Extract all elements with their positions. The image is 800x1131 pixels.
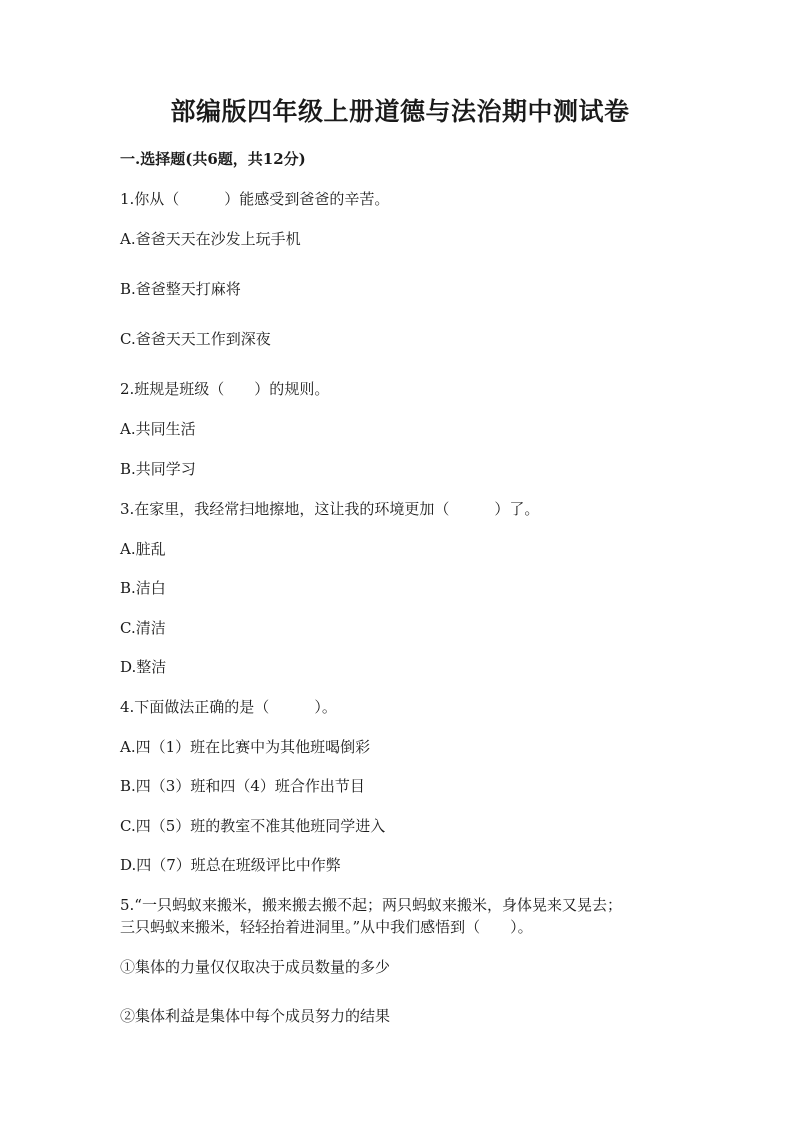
question-5-statement-1: ①集体的力量仅仅取决于成员数量的多少 <box>120 958 391 976</box>
section-heading: 一.选择题(共6题，共12分) <box>120 150 306 168</box>
question-4: 4.下面做法正确的是（ ）。 <box>120 698 337 716</box>
question-4-option-d: D.四（7）班总在班级评比中作弊 <box>120 856 341 874</box>
question-3-option-b: B.洁白 <box>120 579 166 597</box>
question-3-option-c: C.清洁 <box>120 619 166 637</box>
question-4-option-b: B.四（3）班和四（4）班合作出节目 <box>120 777 365 795</box>
question-3-option-a: A.脏乱 <box>120 540 166 558</box>
question-5-statement-2: ②集体利益是集体中每个成员努力的结果 <box>120 1007 391 1025</box>
question-4-option-a: A.四（1）班在比赛中为其他班喝倒彩 <box>120 738 371 756</box>
question-1: 1.你从（ ）能感受到爸爸的辛苦。 <box>120 190 390 208</box>
question-1-option-a: A.爸爸天天在沙发上玩手机 <box>120 230 301 248</box>
question-5-line-1: 5.“一只蚂蚁来搬米，搬来搬去搬不起；两只蚂蚁来搬米，身体晃来又晃去； <box>120 896 622 914</box>
question-2-option-b: B.共同学习 <box>120 460 196 478</box>
question-1-option-c: C.爸爸天天工作到深夜 <box>120 330 271 348</box>
question-3: 3.在家里，我经常扫地擦地，这让我的环境更加（ ）了。 <box>120 500 540 518</box>
question-2-option-a: A.共同生活 <box>120 420 196 438</box>
question-3-option-d: D.整洁 <box>120 658 167 676</box>
question-5-line-2: 三只蚂蚁来搬米，轻轻抬着进洞里。”从中我们感悟到（ ）。 <box>120 918 533 936</box>
question-2: 2.班规是班级（ ）的规则。 <box>120 380 330 398</box>
page-title: 部编版四年级上册道德与法治期中测试卷 <box>170 97 630 126</box>
question-4-option-c: C.四（5）班的教室不准其他班同学进入 <box>120 817 386 835</box>
question-1-option-b: B.爸爸整天打麻将 <box>120 280 241 298</box>
